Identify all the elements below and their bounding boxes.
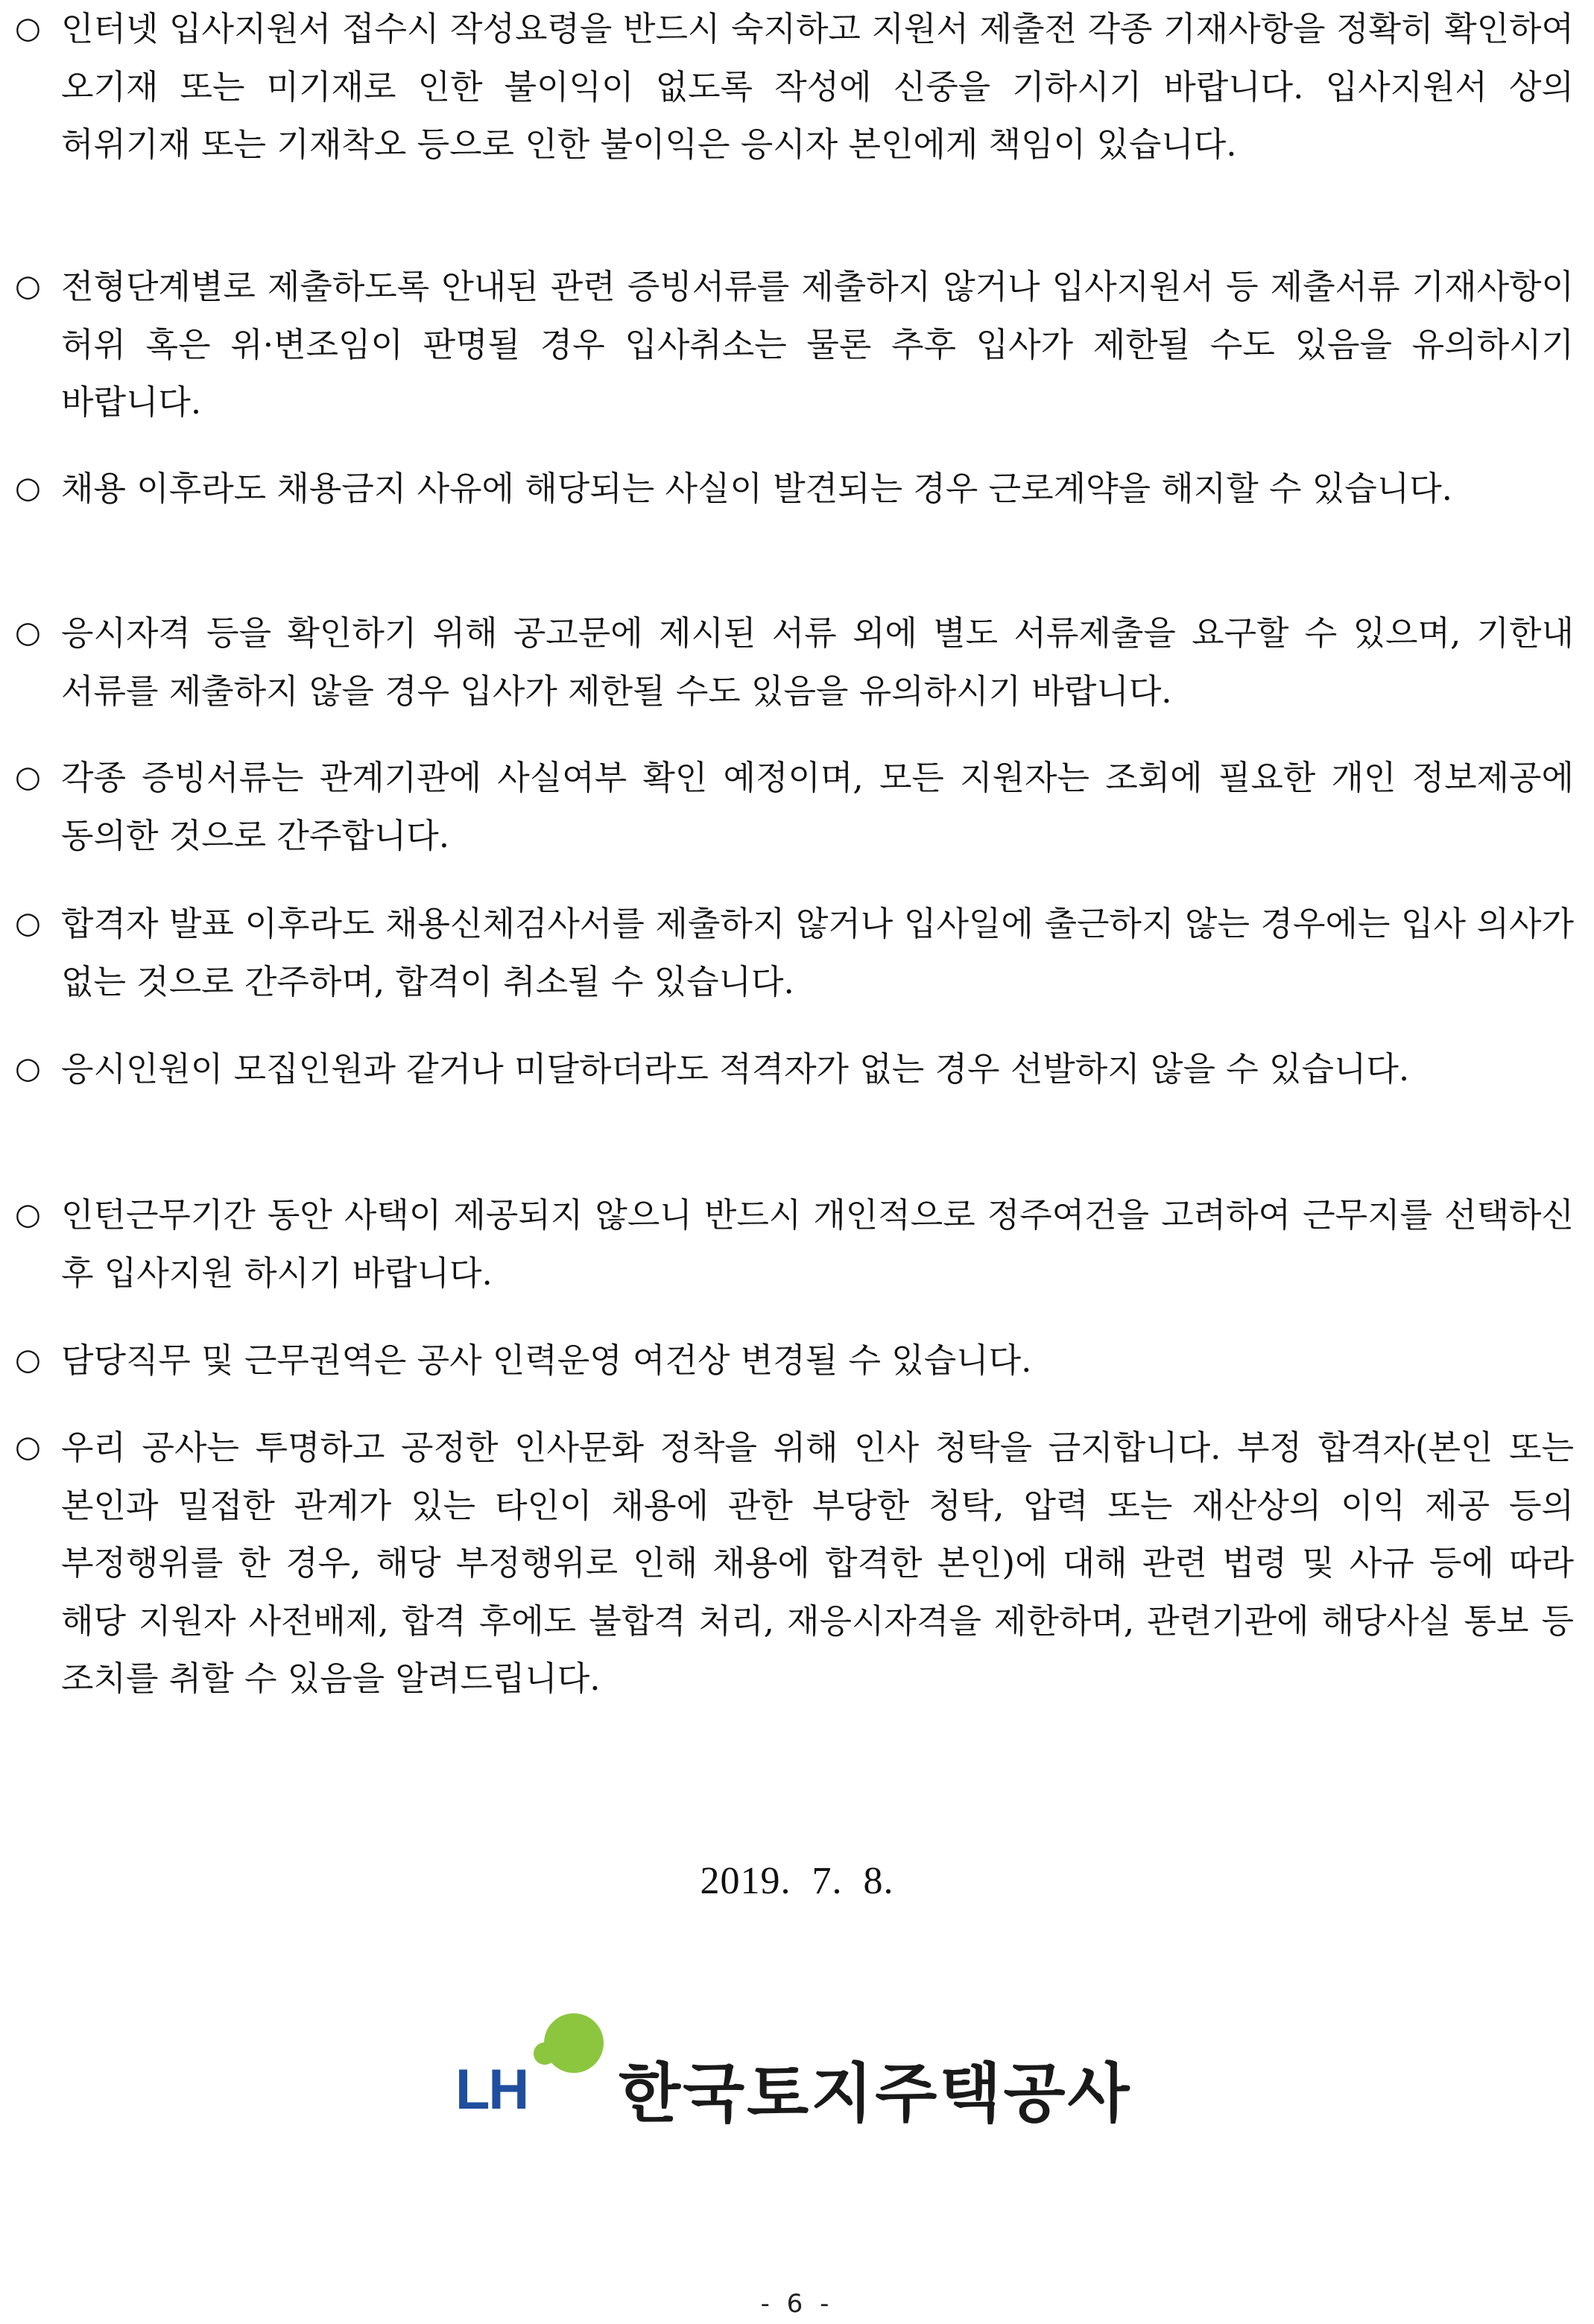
bullet-circle-icon: ○ <box>15 269 41 303</box>
logo-leaf-small <box>534 2042 556 2065</box>
bullet-circle-icon: ○ <box>15 1197 41 1232</box>
organization-logo <box>451 2004 1136 2153</box>
notice-text: 각종 증빙서류는 관계기관에 사실여부 확인 예정이며, 모든 지원자는 조회에 필요한 개인 정보제공에 동의한 것으로 간주합니다. <box>61 758 1574 855</box>
logo-mark-text: LH <box>455 2058 528 2116</box>
notice-text: 전형단계별로 제출하도록 안내된 관련 증빙서류를 제출하지 않거나 입사지원서 등 제출서류 기재사항이 허위 혹은 위·변조임이 판명될 경우 입사취소는 물론 추후 입사가 제한될 수도 있음을 유의하시기 바랍니다. <box>61 267 1574 422</box>
bullet-circle-icon: ○ <box>15 906 41 940</box>
bullet-circle-icon: ○ <box>15 11 41 45</box>
document-date: 2019. 7. 8. <box>700 1860 894 1902</box>
notice-text: 담당직무 및 근무권역은 공사 인력운영 여건상 변경될 수 있습니다. <box>61 1340 1032 1380</box>
bullet-circle-icon: ○ <box>15 1343 41 1377</box>
bullet-circle-icon: ○ <box>15 760 41 794</box>
notice-text: 응시자격 등을 확인하기 위해 공고문에 제시된 서류 외에 별도 서류제출을 요구할 수 있으며, 기한내 서류를 제출하지 않을 경우 입사가 제한될 수도 있음을 유의하시기 바랍니다. <box>61 613 1574 711</box>
notice-text: 채용 이후라도 채용금지 사유에 해당되는 사실이 발견되는 경우 근로계약을 해지할 수 있습니다. <box>61 469 1452 508</box>
bullet-circle-icon: ○ <box>15 471 41 505</box>
page-number: - 6 - <box>760 2289 834 2319</box>
notice-text: 응시인원이 모집인원과 같거나 미달하더라도 적격자가 없는 경우 선발하지 않을 수 있습니다. <box>61 1049 1410 1089</box>
lh-logo-icon <box>451 2004 615 2116</box>
notice-text: 우리 공사는 투명하고 공정한 인사문화 정착을 위해 인사 청탁을 금지합니다. 부정 합격자(본인 또는 본인과 밀접한 관계가 있는 타인이 채용에 관한 부당한 청탁, 압력 또는 재산상의 이익 제공 등의 부정행위를 한 경우, 해당 부정행위로 인해 채용에 합격한 본인)에 대해 관련 법령 및 사규 등에 따라 해당 지원자 사전배제, 합격 후에도 불합격 처리, 재응시자격을 제한하며, 관련기관에 해당사실 통보 등 조치를 취할 수 있음을 알려드립니다. <box>61 1428 1574 1698</box>
notice-text: 합격자 발표 이후라도 채용신체검사서를 제출하지 않거나 입사일에 출근하지 않는 경우에는 입사 의사가 없는 것으로 간주하며, 합격이 취소될 수 있습니다. <box>61 904 1574 1001</box>
bullet-circle-icon: ○ <box>15 615 41 650</box>
notice-text: 인턴근무기간 동안 사택이 제공되지 않으니 반드시 개인적으로 정주여건을 고려하여 근무지를 선택하신 후 입사지원 하시기 바랍니다. <box>61 1195 1574 1293</box>
bullet-circle-icon: ○ <box>15 1051 41 1086</box>
bullet-circle-icon: ○ <box>15 1430 41 1464</box>
notice-text: 인터넷 입사지원서 접수시 작성요령을 반드시 숙지하고 지원서 제출전 각종 기재사항을 정확히 확인하여 오기재 또는 미기재로 인한 불이익이 없도록 작성에 신중을 기하시기 바랍니다. 입사지원서 상의 허위기재 또는 기재착오 등으로 인한 불이익은 응시자 본인에게 책임이 있습니다. <box>61 9 1574 164</box>
logo-leaf-large <box>544 2013 604 2073</box>
organization-name: 한국토지주택공사 <box>619 2057 1132 2131</box>
